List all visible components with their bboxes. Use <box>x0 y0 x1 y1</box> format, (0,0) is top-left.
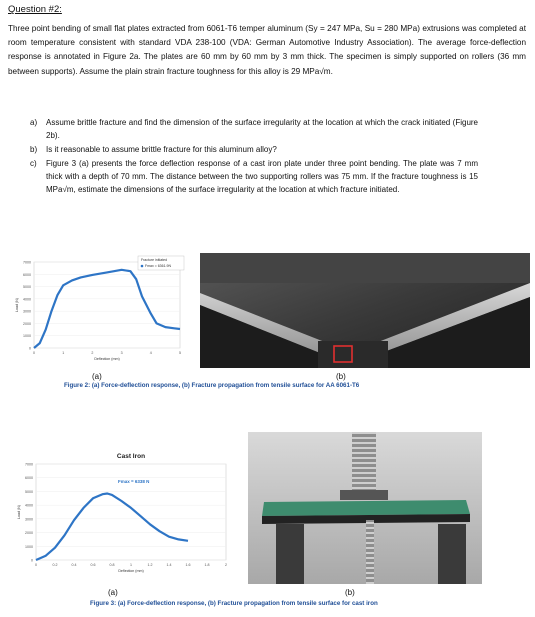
fmax-annotation: Fmax = 6338 N <box>118 479 150 485</box>
x-tick-label: 0 <box>33 351 35 355</box>
x-tick-label: 4 <box>149 351 152 355</box>
y-tick-label: 0 <box>31 558 33 563</box>
x-tick-label: 1 <box>130 563 132 567</box>
y-tick-label: 3000 <box>23 309 31 314</box>
x-tick-label: 0.6 <box>90 563 96 567</box>
chart-title: Cast Iron <box>116 453 146 460</box>
y-axis-label: Load (N) <box>17 505 21 519</box>
series-line <box>34 270 180 348</box>
question-letter: c) <box>30 159 37 169</box>
x-axis-label: Deflection (mm) <box>118 569 144 573</box>
figure3-label-b: (b) <box>345 588 355 597</box>
x-tick-label: 1.6 <box>185 563 191 567</box>
question-text: Figure 3 (a) presents the force deflection response of a cast iron plate under three point bending. The plate was 7 mm thick with a depth of 70 mm. The distance between the two supporting rollers was 75 mm. If the fracture toughness is 15 MPa√m, estimate the dimensions of the surface irregularity at the location at which fracture initiated. <box>46 159 478 195</box>
question-letter: a) <box>30 118 38 127</box>
y-tick-label: 2000 <box>25 531 33 536</box>
question-text: Assume brittle fracture and find the dimension of the surface irregularity at the location at which the crack initiated (Figure 2b). <box>46 118 478 141</box>
question-c <box>30 157 478 196</box>
x-tick-label: 0.8 <box>109 563 115 567</box>
y-axis-label: Load (N) <box>15 298 19 312</box>
plot-area <box>34 262 180 348</box>
figure3-chart-svg <box>6 434 236 586</box>
question-intro: Three point bending of small flat plates extracted from 6061-T6 temper aluminum (Sy = 247 MPa, Su = 280 MPa) extrusions was completed at room temperature consistent with standard VDA 238-100 (VDA: German Automotive Industry Association). The average force-deflection response is annotated in Figure 2a. The plates are 60 mm by 60 mm by 3 mm thick. The specimen is simply supported on rollers (36 mm between supports). Assume the plain strain fracture toughness for this alloy is 29 MPa√m. <box>8 24 526 76</box>
cast-iron-photo-image <box>248 432 482 584</box>
x-axis-label: Deflection (mm) <box>94 357 120 361</box>
figure3-caption: Figure 3: (a) Force-deflection response, (b) Fracture propagation from tensile surface for cast iron <box>90 600 378 607</box>
x-tick-label: 5 <box>179 351 181 355</box>
y-tick-label: 7000 <box>23 260 31 265</box>
x-tick-label: 2 <box>91 351 94 355</box>
question-title: Question #2: <box>8 4 62 15</box>
figure2-chart-svg <box>6 252 190 370</box>
y-tick-label: 1000 <box>23 334 31 339</box>
x-tick-label: 1.8 <box>204 563 210 567</box>
y-tick-label: 0 <box>29 346 31 351</box>
y-tick-label: 7000 <box>25 462 33 467</box>
y-tick-label: 6000 <box>23 272 31 277</box>
y-tick-label: 6000 <box>25 476 33 481</box>
legend-entry: Fracture initiated <box>141 258 168 262</box>
figure3-fracture-photo <box>248 432 482 584</box>
figure3-chart <box>6 434 236 586</box>
legend-marker <box>141 265 144 268</box>
legend-entry: Fmax = 6361.9N <box>145 264 171 268</box>
x-tick-label: 3 <box>120 351 123 355</box>
y-tick-label: 5000 <box>23 285 31 290</box>
x-tick-label: 0 <box>35 563 37 567</box>
fracture-photo-image <box>200 253 530 368</box>
y-tick-label: 5000 <box>25 489 33 494</box>
y-tick-label: 1000 <box>25 544 33 549</box>
figure3-label-a: (a) <box>108 588 118 597</box>
series-line <box>36 494 188 561</box>
x-tick-label: 1.4 <box>166 563 172 567</box>
x-tick-label: 1.2 <box>147 563 153 567</box>
question-a <box>30 116 478 142</box>
x-tick-label: 2 <box>225 563 227 567</box>
y-tick-label: 4000 <box>23 297 31 302</box>
y-tick-label: 3000 <box>25 517 33 522</box>
figure2-caption: Figure 2: (a) Force-deflection response, (b) Fracture propagation from tensile surface for AA 6061-T6 <box>64 382 360 389</box>
question-text: Is it reasonable to assume brittle fracture for this aluminum alloy? <box>46 145 277 155</box>
x-tick-label: 0.2 <box>52 563 58 567</box>
x-tick-label: 1 <box>62 351 65 355</box>
figure2-label-a: (a) <box>92 372 102 381</box>
question-b <box>30 143 478 156</box>
y-tick-label: 4000 <box>25 503 33 508</box>
figure2-fracture-photo <box>200 253 530 368</box>
figure2-chart <box>6 252 190 370</box>
x-tick-label: 0.4 <box>71 563 77 567</box>
question-list <box>30 116 478 198</box>
question-letter: b) <box>30 145 38 155</box>
figure2-label-b: (b) <box>336 372 346 381</box>
y-tick-label: 2000 <box>23 321 31 326</box>
